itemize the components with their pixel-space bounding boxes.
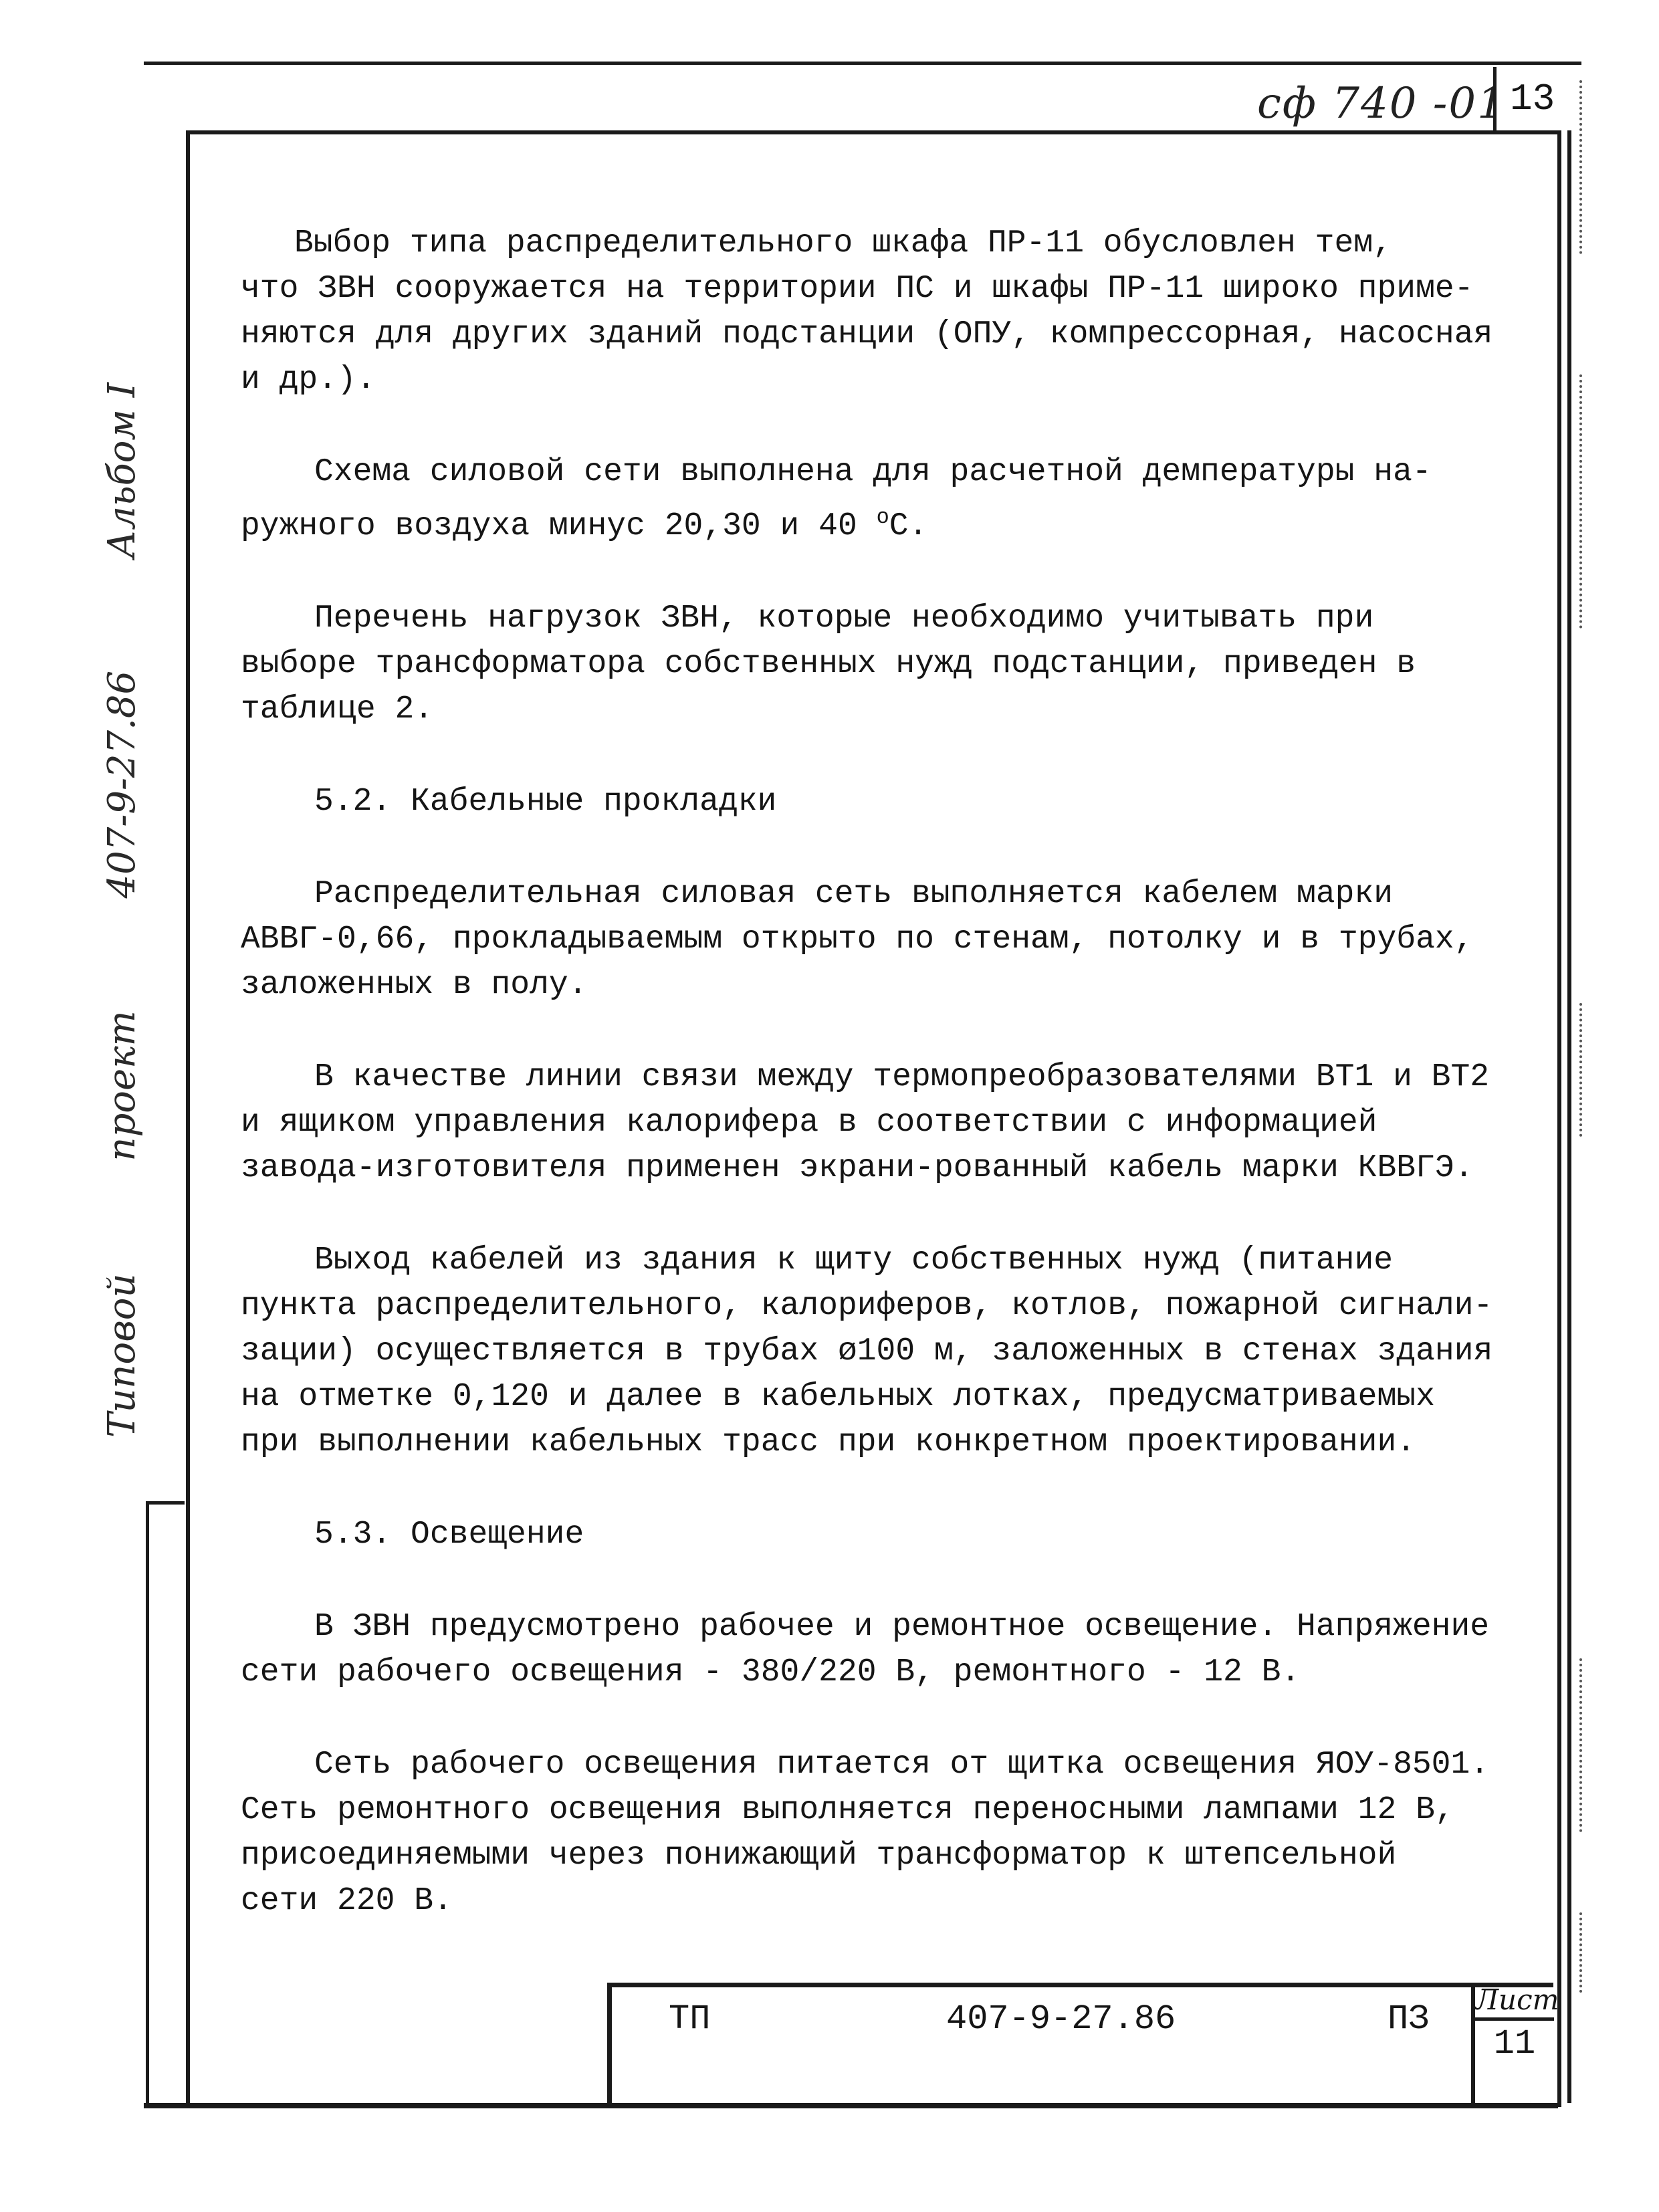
- paragraph: [241, 449, 1511, 549]
- margin-dots: [1579, 1912, 1585, 1993]
- title-block-document-mark: ПЗ: [1388, 1999, 1430, 2039]
- margin-dots: [1579, 80, 1585, 254]
- left-margin-line: [146, 1503, 149, 2105]
- title-block-project-code: 407-9-27.86: [946, 1999, 1176, 2039]
- title-block: [607, 1983, 1559, 2103]
- bottom-rule: [144, 2103, 1558, 2108]
- top-rule: [144, 62, 1581, 65]
- sheet-number: 13: [1510, 78, 1555, 120]
- frame-right-edge: [1567, 130, 1571, 2103]
- margin-dots: [1579, 374, 1585, 629]
- title-block-sheet-label: Лист: [1475, 1983, 1554, 2021]
- stamp-segment: 407-9-27.86: [100, 670, 144, 899]
- paragraph: Перечень нагрузок ЗВН, которые необходимо учитывать при выборе трансформатора собственных нужд подстанции, приведен в таблице 2.: [241, 600, 1416, 728]
- degree-sign: о: [876, 505, 889, 530]
- paragraph: В качестве линии связи между термопреобразователями ВТ1 и ВТ2 и ящиком управления калорифера в соответствии с информацией завода-изготовителя применен экрани-рованный кабель марки КВВГЭ.: [241, 1059, 1490, 1186]
- paragraph: Выбор типа распределительного шкафа ПР-11 обусловлен тем, что ЗВН сооружается на территории ПС и шкафы ПР-11 широко приме- няются для других зданий подстанции (ОПУ, компрессорная, насосная и др.).: [241, 225, 1493, 398]
- sheet-number-box: [1493, 67, 1577, 130]
- title-block-sheet-cell: [1471, 1983, 1559, 2103]
- paragraph: В ЗВН предусмотрено рабочее и ремонтное освещение. Напряжение сети рабочего освещения - 380/220 В, ремонтного - 12 В.: [241, 1609, 1490, 1690]
- handwritten-code: сф 740 -01: [1257, 79, 1506, 128]
- left-margin-stamp: [100, 282, 144, 1438]
- paragraph: Выход кабелей из здания к щиту собственных нужд (питание пункта распределительного, калориферов, котлов, пожарной сигнали- зации) осуществляется в трубах ø100 м, заложенных в стенах здания на отметке 0,120 и далее в кабельных лотках, предусматриваемых при выполнении кабельных трасс при конкретном проектировании.: [241, 1242, 1493, 1460]
- section-heading-5-3: 5.3. Освещение: [314, 1517, 584, 1553]
- section-heading-5-2: 5.2. Кабельные прокладки: [314, 784, 777, 820]
- stamp-segment: Альбом I: [100, 382, 144, 558]
- margin-dots: [1579, 1658, 1585, 1832]
- title-block-sheet-value: 11: [1493, 2024, 1536, 2064]
- stamp-segment: Типовой: [100, 1273, 144, 1438]
- paragraph: Распределительная силовая сеть выполняется кабелем марки АВВГ-0,66, прокладываемым открыто по стенам, потолку и в трубах, заложенных в полу.: [241, 876, 1474, 1003]
- paragraph-text: Схема силовой сети выполнена для расчетной демпературы на- ружного воздуха минус 20,30 и 40: [241, 454, 1432, 544]
- title-block-series: ТП: [669, 1999, 711, 2039]
- stamp-segment: проект: [100, 1010, 144, 1162]
- paragraph: Сеть рабочего освещения питается от щитка освещения ЯОУ-8501. Сеть ремонтного освещения выполняется переносными лампами 12 В, присоединяемыми через понижающий трансформатор к штепсельной сети 220 В.: [241, 1747, 1490, 1919]
- left-margin-tick: [146, 1501, 185, 1505]
- paragraph-text: С.: [889, 508, 928, 544]
- document-body: [241, 221, 1511, 1971]
- margin-dots: [1579, 1003, 1585, 1137]
